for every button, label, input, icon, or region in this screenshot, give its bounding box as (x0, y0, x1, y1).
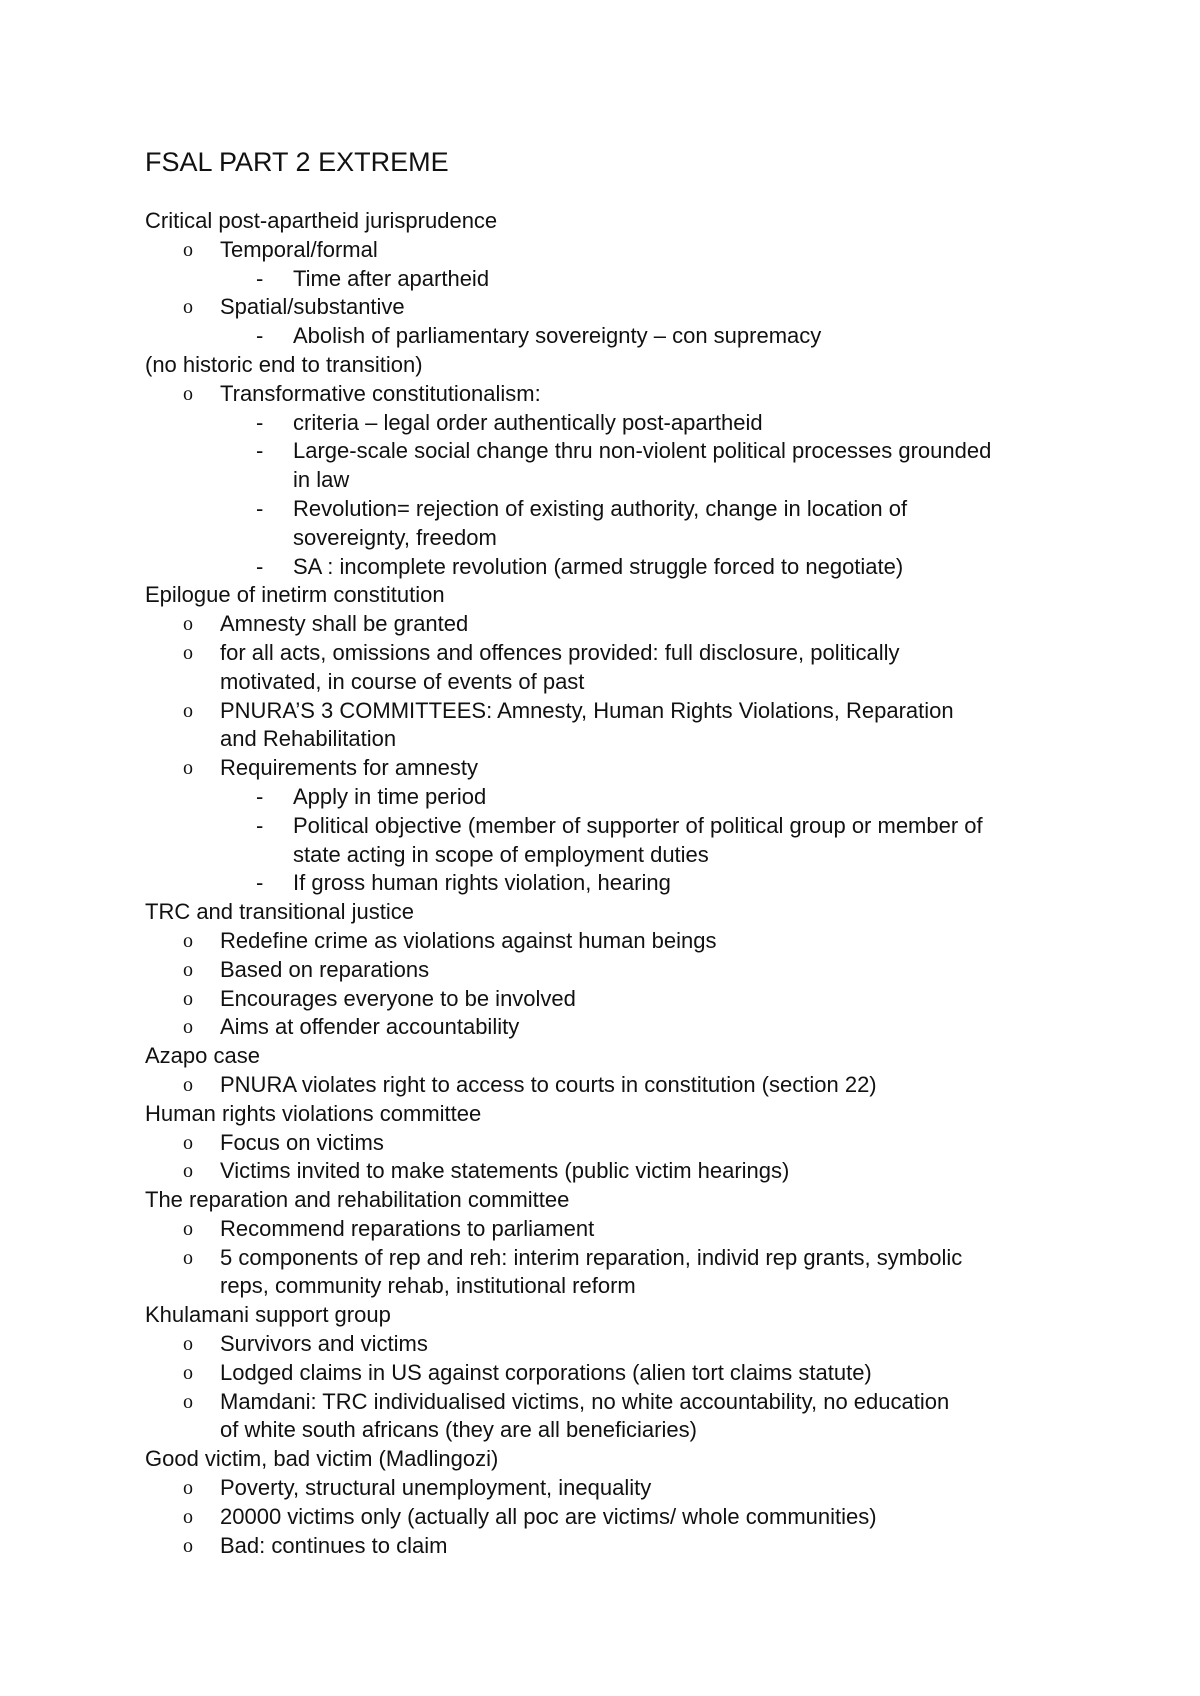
list-item-continuation (145, 1416, 1145, 1445)
sub-list-item-text: Revolution= rejection of existing authority, change in location of (293, 495, 908, 521)
dash-bullet-icon: - (256, 323, 264, 349)
list-item-text: Aims at offender accountability (220, 1014, 520, 1040)
circle-bullet-icon: o (183, 1016, 193, 1039)
list-item (145, 927, 1145, 956)
sub-list-item (145, 783, 1145, 812)
list-item (145, 1474, 1145, 1503)
list-item (145, 1359, 1145, 1388)
circle-bullet-icon: o (183, 1073, 193, 1096)
sub-list-item-text: Apply in time period (293, 783, 487, 809)
section-heading-text: Azapo case (145, 1043, 260, 1069)
list-item-text: Based on reparations (220, 956, 430, 982)
list-item-text: Amnesty shall be granted (220, 611, 469, 637)
section-heading-text: Good victim, bad victim (Madlingozi) (145, 1446, 499, 1472)
list-item-text: Requirements for amnesty (220, 755, 478, 781)
sub-list-item-text: Abolish of parliamentary sovereignty – con supremacy (293, 323, 822, 349)
circle-bullet-icon: o (183, 1217, 193, 1240)
list-item (145, 1013, 1145, 1042)
circle-bullet-icon: o (183, 1246, 193, 1269)
section-heading-text: Epilogue of inetirm constitution (145, 582, 445, 608)
circle-bullet-icon: o (183, 238, 193, 261)
sub-list-item-text: Political objective (member of supporter of political group or member of (293, 812, 983, 838)
list-item (145, 1071, 1145, 1100)
section-heading-text: (no historic end to transition) (145, 351, 423, 377)
sub-list-item (145, 322, 1145, 351)
section-heading (145, 898, 1145, 927)
dash-bullet-icon: - (256, 409, 264, 435)
list-item (145, 293, 1145, 322)
circle-bullet-icon: o (183, 641, 193, 664)
sub-list-item (145, 265, 1145, 294)
sub-list-item (145, 437, 1145, 466)
sub-list-item-continuation (145, 466, 1145, 495)
list-item-continuation-text: and Rehabilitation (220, 726, 397, 752)
dash-bullet-icon: - (256, 870, 264, 896)
dash-bullet-icon: - (256, 553, 264, 579)
list-item-text: 20000 victims only (actually all poc are victims/ whole communities) (220, 1503, 877, 1529)
section-heading (145, 581, 1145, 610)
sub-list-item-continuation-text: state acting in scope of employment duties (293, 841, 709, 867)
list-item (145, 985, 1145, 1014)
circle-bullet-icon: o (183, 1160, 193, 1183)
list-item-text: Focus on victims (220, 1129, 384, 1155)
section-heading-text: Khulamani support group (145, 1302, 391, 1328)
dash-bullet-icon: - (256, 438, 264, 464)
section-heading (145, 1186, 1145, 1215)
section-heading (145, 1100, 1145, 1129)
circle-bullet-icon: o (183, 1333, 193, 1356)
sub-list-item-text: If gross human rights violation, hearing (293, 870, 671, 896)
dash-bullet-icon: - (256, 812, 264, 838)
section-heading-text: The reparation and rehabilitation committee (145, 1187, 570, 1213)
sub-list-item (145, 495, 1145, 524)
sub-list-item-continuation (145, 524, 1145, 553)
list-item-text: Encourages everyone to be involved (220, 985, 576, 1011)
list-item (145, 754, 1145, 783)
dash-bullet-icon: - (256, 783, 264, 809)
section-heading-text: TRC and transitional justice (145, 899, 415, 925)
dash-bullet-icon: - (256, 265, 264, 291)
list-item (145, 1330, 1145, 1359)
list-item-continuation-text: motivated, in course of events of past (220, 668, 585, 694)
sub-list-item-text: SA : incomplete revolution (armed struggle forced to negotiate) (293, 553, 904, 579)
list-item-text: Redefine crime as violations against human beings (220, 927, 717, 953)
list-item (145, 697, 1145, 726)
list-item-text: Bad: continues to claim (220, 1532, 448, 1558)
circle-bullet-icon: o (183, 929, 193, 952)
section-heading (145, 207, 1145, 236)
section-heading (145, 1301, 1145, 1330)
list-item (145, 236, 1145, 265)
section-heading (145, 351, 1145, 380)
circle-bullet-icon: o (183, 1534, 193, 1557)
list-item-continuation-text: of white south africans (they are all beneficiaries) (220, 1417, 697, 1443)
list-item-continuation-text: reps, community rehab, institutional reform (220, 1273, 636, 1299)
circle-bullet-icon: o (183, 699, 193, 722)
list-item (145, 1532, 1145, 1561)
circle-bullet-icon: o (183, 1131, 193, 1154)
list-item-text: for all acts, omissions and offences provided: full disclosure, politically (220, 639, 900, 665)
section-heading-text: Human rights violations committee (145, 1100, 482, 1126)
sub-list-item-continuation (145, 841, 1145, 870)
sub-list-item-text: Time after apartheid (293, 265, 490, 291)
circle-bullet-icon: o (183, 1390, 193, 1413)
section-heading-text: Critical post-apartheid jurisprudence (145, 208, 498, 233)
list-item-text: Spatial/substantive (220, 294, 405, 320)
list-item-text: PNURA violates right to access to courts in constitution (section 22) (220, 1071, 877, 1097)
section-heading (145, 1445, 1145, 1474)
list-item-text: 5 components of rep and reh: interim reparation, individ rep grants, symbolic (220, 1244, 963, 1270)
circle-bullet-icon: o (183, 296, 193, 319)
list-item-text: Survivors and victims (220, 1331, 428, 1357)
list-item-text: Victims invited to make statements (public victim hearings) (220, 1158, 790, 1184)
sub-list-item-text: criteria – legal order authentically post-apartheid (293, 409, 763, 435)
circle-bullet-icon: o (183, 1505, 193, 1528)
sub-list-item-continuation-text: sovereignty, freedom (293, 524, 497, 550)
list-item (145, 1129, 1145, 1158)
section-heading (145, 1042, 1145, 1071)
list-item (145, 639, 1145, 668)
list-item (145, 1503, 1145, 1532)
list-item-text: Transformative constitutionalism: (220, 380, 541, 406)
sub-list-item-text: Large-scale social change thru non-violent political processes grounded (293, 438, 992, 464)
dash-bullet-icon: - (256, 495, 264, 521)
list-item (145, 1388, 1145, 1417)
list-item-text: PNURA’S 3 COMMITTEES: Amnesty, Human Rights Violations, Reparation (220, 697, 954, 723)
list-item-continuation (145, 668, 1145, 697)
list-item-text: Mamdani: TRC individualised victims, no white accountability, no education (220, 1388, 950, 1414)
sub-list-item (145, 553, 1145, 582)
sub-list-item (145, 812, 1145, 841)
list-item-text: Lodged claims in US against corporations (alien tort claims statute) (220, 1359, 872, 1385)
list-item-text: Poverty, structural unemployment, inequality (220, 1475, 652, 1501)
circle-bullet-icon: o (183, 1361, 193, 1384)
circle-bullet-icon: o (183, 613, 193, 636)
circle-bullet-icon: o (183, 987, 193, 1010)
list-item (145, 1215, 1145, 1244)
sub-list-item (145, 409, 1145, 438)
circle-bullet-icon: o (183, 958, 193, 981)
circle-bullet-icon: o (183, 382, 193, 405)
list-item (145, 610, 1145, 639)
sub-list-item (145, 869, 1145, 898)
list-item-text: Temporal/formal (220, 236, 378, 262)
sub-list-item-continuation-text: in law (293, 467, 350, 493)
list-item-continuation (145, 725, 1145, 754)
list-item (145, 380, 1145, 409)
circle-bullet-icon: o (183, 757, 193, 780)
list-item (145, 1157, 1145, 1186)
list-item-continuation (145, 1272, 1145, 1301)
circle-bullet-icon: o (183, 1477, 193, 1500)
list-item (145, 1244, 1145, 1273)
list-item (145, 956, 1145, 985)
document-body (145, 207, 1145, 1560)
document-title: FSAL PART 2 EXTREME (145, 147, 449, 177)
list-item-text: Recommend reparations to parliament (220, 1215, 595, 1241)
